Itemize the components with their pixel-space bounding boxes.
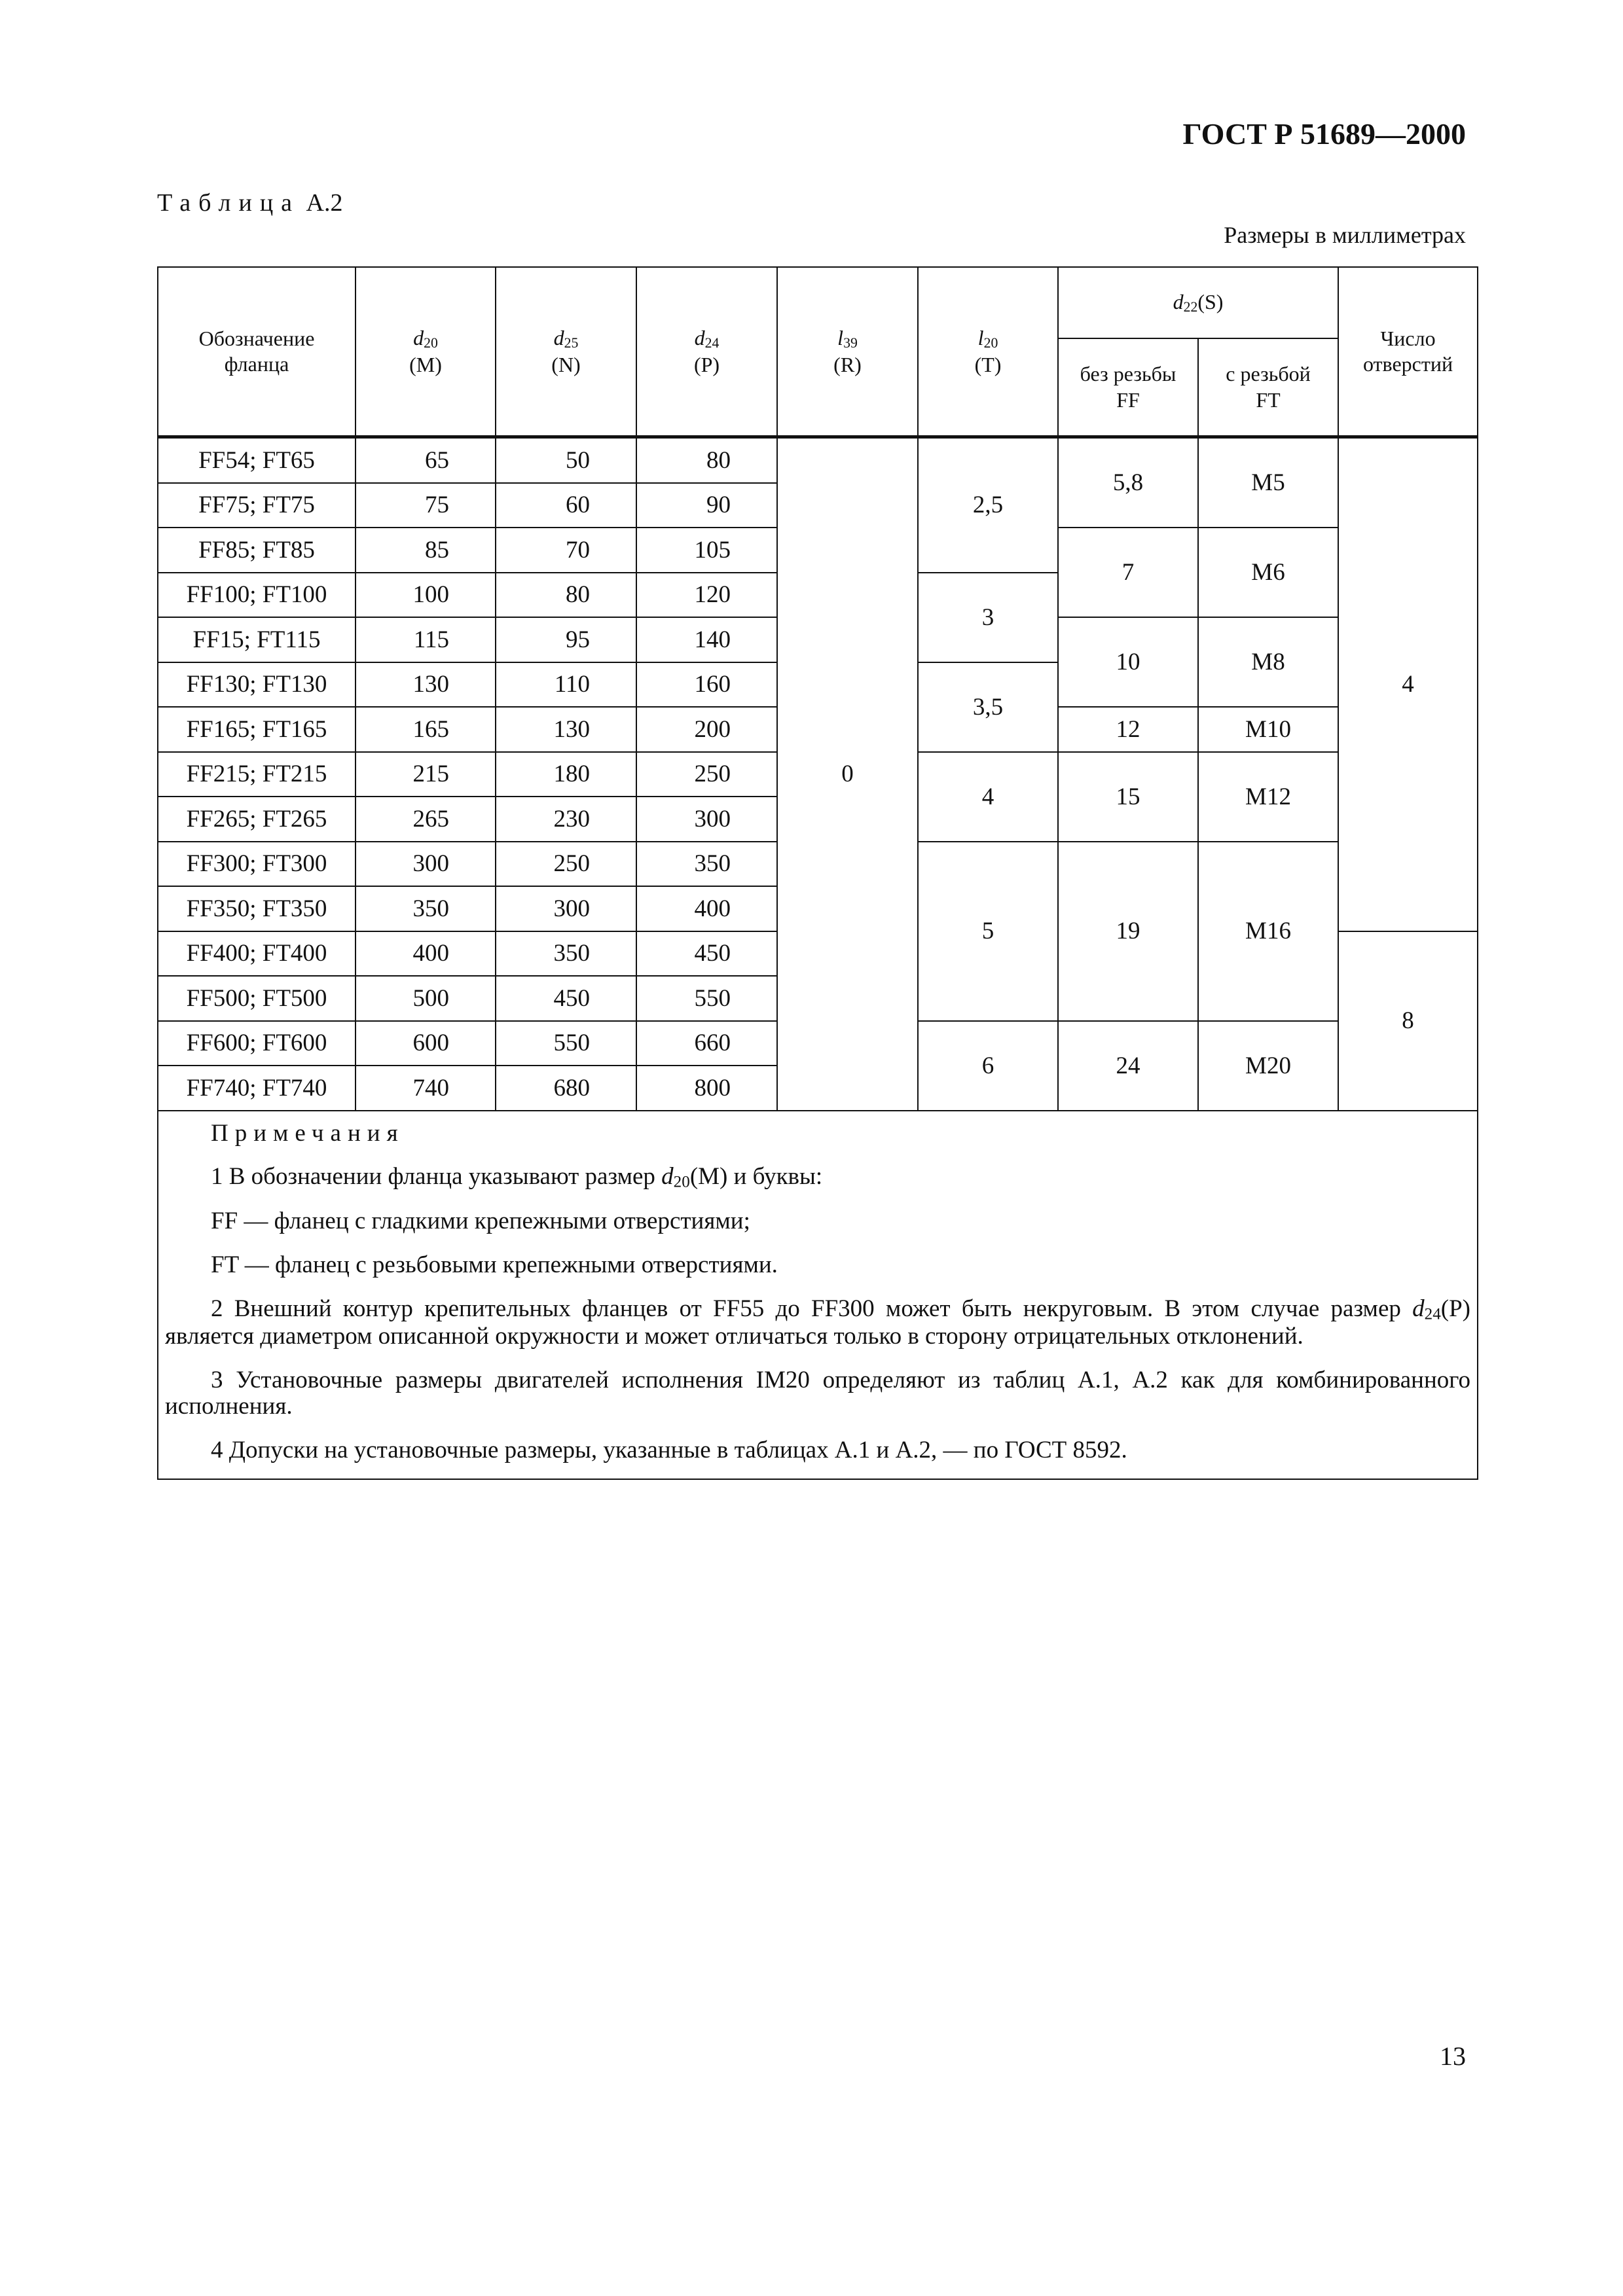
flange-name: FF54; FT65 bbox=[158, 437, 356, 483]
d25-cell: 50 bbox=[496, 437, 636, 483]
flange-name: FF75; FT75 bbox=[158, 483, 356, 528]
d20-cell: 215 bbox=[356, 752, 496, 797]
flange-dimensions-table bbox=[157, 266, 1478, 1480]
d20-cell: 115 bbox=[356, 617, 496, 662]
flange-name: FF600; FT600 bbox=[158, 1021, 356, 1066]
d20-cell: 265 bbox=[356, 797, 496, 842]
table-row bbox=[158, 437, 1478, 483]
d24-cell: 140 bbox=[636, 617, 777, 662]
l20-cell: 5 bbox=[918, 842, 1058, 1021]
d24-cell: 450 bbox=[636, 931, 777, 977]
l20-cell: 2,5 bbox=[918, 437, 1058, 573]
d24-cell: 200 bbox=[636, 707, 777, 752]
d25-cell: 300 bbox=[496, 886, 636, 931]
d25-cell: 250 bbox=[496, 842, 636, 887]
header-d22-thread: с резьбой FT bbox=[1198, 338, 1338, 437]
holes-cell: 4 bbox=[1338, 437, 1478, 931]
page-number: 13 bbox=[1440, 2041, 1466, 2071]
d20-cell: 600 bbox=[356, 1021, 496, 1066]
d24-cell: 250 bbox=[636, 752, 777, 797]
d20-cell: 740 bbox=[356, 1066, 496, 1111]
header-l39: $l_{39}$ (R) bbox=[777, 267, 918, 437]
flange-name: FF500; FT500 bbox=[158, 976, 356, 1021]
table-title-prefix: Таблица bbox=[157, 189, 301, 217]
d24-cell: 300 bbox=[636, 797, 777, 842]
note-ff-line: FF — фланец с гладкими крепежными отверстиями; bbox=[211, 1208, 750, 1235]
header-d22: $d_{22}(S)$ bbox=[1058, 267, 1338, 338]
d24-cell: 550 bbox=[636, 976, 777, 1021]
d25-cell: 180 bbox=[496, 752, 636, 797]
flange-name: FF265; FT265 bbox=[158, 797, 356, 842]
d25-cell: 130 bbox=[496, 707, 636, 752]
d22-ff-cell: 10 bbox=[1058, 617, 1198, 707]
table-title bbox=[157, 188, 342, 217]
d20-cell: 85 bbox=[356, 528, 496, 573]
d25-cell: 110 bbox=[496, 662, 636, 708]
units-note: Размеры в миллиметрах bbox=[1224, 222, 1466, 248]
flange-name: FF215; FT215 bbox=[158, 752, 356, 797]
d22-ft-cell: M10 bbox=[1198, 707, 1338, 752]
d25-cell: 230 bbox=[496, 797, 636, 842]
d20-cell: 65 bbox=[356, 437, 496, 483]
d24-cell: 800 bbox=[636, 1066, 777, 1111]
d24-cell: 160 bbox=[636, 662, 777, 708]
d22-ft-cell: M5 bbox=[1198, 437, 1338, 528]
d24-cell: 400 bbox=[636, 886, 777, 931]
d20-cell: 400 bbox=[356, 931, 496, 977]
d22-ft-cell: M16 bbox=[1198, 842, 1338, 1021]
header-d25: $d_{25}$ (N) bbox=[496, 267, 636, 437]
header-designation: Обозначение фланца bbox=[158, 267, 356, 437]
d20-cell: 500 bbox=[356, 976, 496, 1021]
flange-name: FF100; FT100 bbox=[158, 573, 356, 618]
d25-cell: 60 bbox=[496, 483, 636, 528]
d20-cell: 300 bbox=[356, 842, 496, 887]
d22-ft-cell: M8 bbox=[1198, 617, 1338, 707]
l20-cell: 4 bbox=[918, 752, 1058, 842]
document-code: ГОСТ Р 51689—2000 bbox=[1182, 117, 1466, 151]
holes-cell: 8 bbox=[1338, 931, 1478, 1111]
flange-name: FF165; FT165 bbox=[158, 707, 356, 752]
flange-name: FF85; FT85 bbox=[158, 528, 356, 573]
d22-ff-cell: 24 bbox=[1058, 1021, 1198, 1111]
d24-cell: 105 bbox=[636, 528, 777, 573]
note-4: 4 Допуски на установочные размеры, указанные в таблицах А.1 и А.2, — по ГОСТ 8592. bbox=[211, 1437, 1127, 1463]
d25-cell: 350 bbox=[496, 931, 636, 977]
d25-cell: 450 bbox=[496, 976, 636, 1021]
flange-name: FF350; FT350 bbox=[158, 886, 356, 931]
l20-cell: 3 bbox=[918, 573, 1058, 662]
l39-cell: 0 bbox=[777, 437, 918, 1111]
header-d22-no-thread: без резьбы FF bbox=[1058, 338, 1198, 437]
d22-ff-cell: 15 bbox=[1058, 752, 1198, 842]
d20-cell: 350 bbox=[356, 886, 496, 931]
d24-cell: 90 bbox=[636, 483, 777, 528]
d22-ff-cell: 12 bbox=[1058, 707, 1198, 752]
d22-ft-cell: M20 bbox=[1198, 1021, 1338, 1111]
table-title-number: А.2 bbox=[306, 189, 343, 217]
flange-name: FF300; FT300 bbox=[158, 842, 356, 887]
l20-cell: 6 bbox=[918, 1021, 1058, 1111]
note-3: 3 Установочные размеры двигателей исполнения IM20 определяют из таблиц А.1, А.2 как для комбинированного исполнения. bbox=[165, 1366, 1471, 1420]
notes-title: Примечания bbox=[211, 1119, 405, 1147]
note-2: 2 Внешний контур крепительных фланцев от FF55 до FF300 может быть некруговым. В этом случае размер $d_{24}(P)$ является диаметром описанной окружности и может отличаться только в сторону отрицательных отклонений. bbox=[165, 1295, 1471, 1350]
l20-cell: 3,5 bbox=[918, 662, 1058, 752]
d25-cell: 550 bbox=[496, 1021, 636, 1066]
d22-ft-cell: M6 bbox=[1198, 528, 1338, 617]
d24-cell: 660 bbox=[636, 1021, 777, 1066]
d22-ft-cell: M12 bbox=[1198, 752, 1338, 842]
d20-cell: 75 bbox=[356, 483, 496, 528]
d20-cell: 100 bbox=[356, 573, 496, 618]
d24-cell: 120 bbox=[636, 573, 777, 618]
note-1: 1 В обозначении фланца указывают размер $d_{20}(M)$ и буквы: bbox=[211, 1163, 823, 1191]
flange-name: FF15; FT115 bbox=[158, 617, 356, 662]
d25-cell: 80 bbox=[496, 573, 636, 618]
flange-name: FF400; FT400 bbox=[158, 931, 356, 977]
d24-cell: 350 bbox=[636, 842, 777, 887]
notes-section bbox=[158, 1111, 1478, 1479]
d22-ff-cell: 5,8 bbox=[1058, 437, 1198, 528]
note-ft-line: FT — фланец с резьбовыми крепежными отверстиями. bbox=[211, 1251, 778, 1279]
d22-ff-cell: 7 bbox=[1058, 528, 1198, 617]
d25-cell: 70 bbox=[496, 528, 636, 573]
d25-cell: 95 bbox=[496, 617, 636, 662]
header-d20: $d_{20}$ (M) bbox=[356, 267, 496, 437]
header-d24: $d_{24}$ (P) bbox=[636, 267, 777, 437]
header-holes: Число отверстий bbox=[1338, 267, 1478, 437]
d24-cell: 80 bbox=[636, 437, 777, 483]
flange-name: FF740; FT740 bbox=[158, 1066, 356, 1111]
d20-cell: 130 bbox=[356, 662, 496, 708]
d20-cell: 165 bbox=[356, 707, 496, 752]
header-l20: $l_{20}$ (T) bbox=[918, 267, 1058, 437]
d25-cell: 680 bbox=[496, 1066, 636, 1111]
d22-ff-cell: 19 bbox=[1058, 842, 1198, 1021]
notes-row bbox=[158, 1111, 1478, 1479]
flange-name: FF130; FT130 bbox=[158, 662, 356, 708]
